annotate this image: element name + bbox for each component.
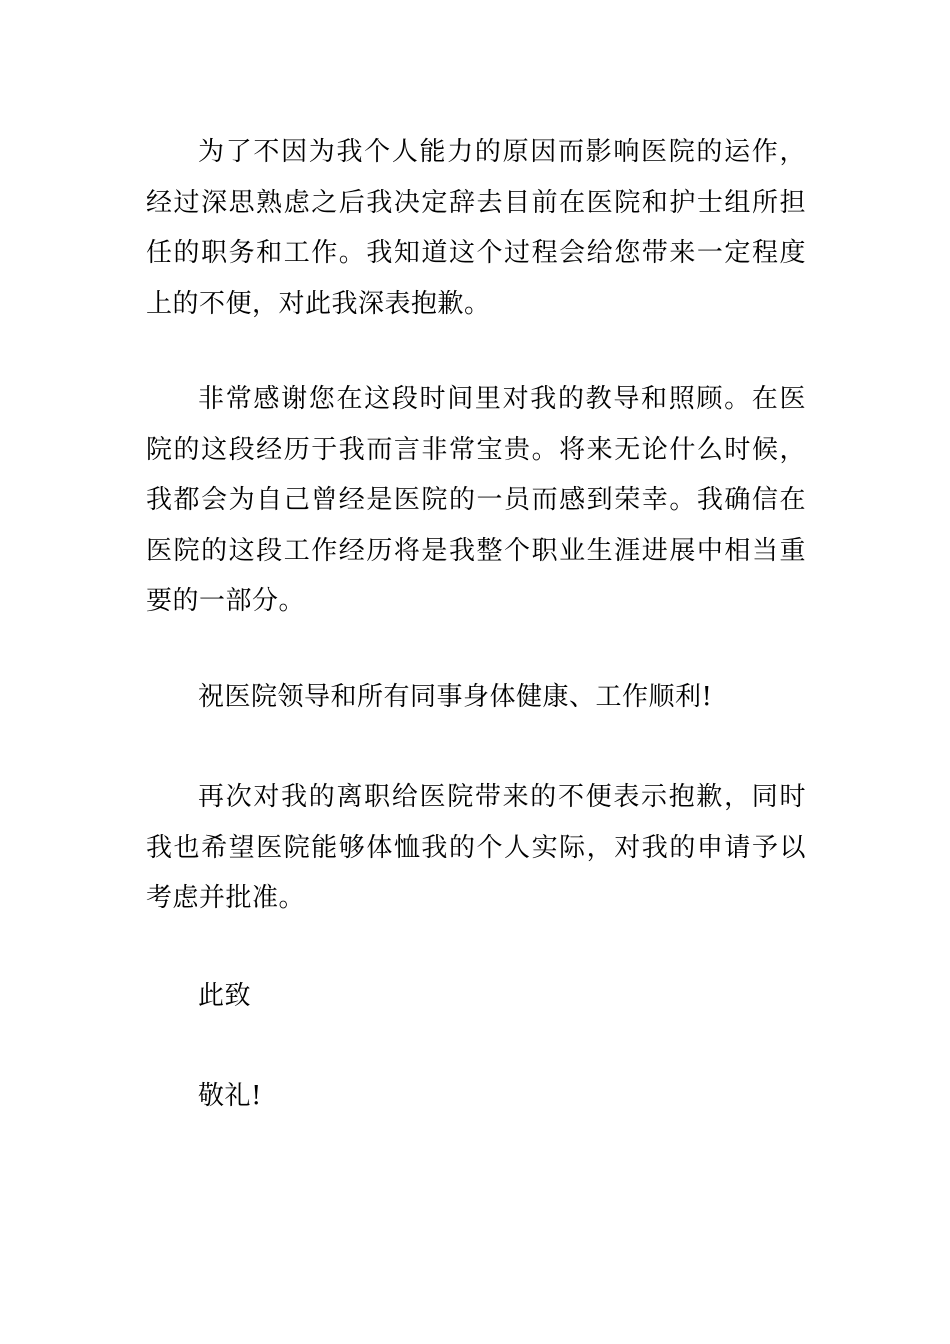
paragraph-wishes: 祝医院领导和所有同事身体健康、工作顺利!: [198, 682, 713, 712]
paragraph-resignation-reason: 为了不因为我个人能力的原因而影响医院的运作，经过深思熟虑之后我决定辞去目前在医院和护士组所担任的职务和工作。我知道这个过程会给您带来一定程度上的不便，对此我深表抱歉。: [146, 137, 806, 319]
paragraph-gratitude: 非常感谢您在这段时间里对我的教导和照顾。在医院的这段经历于我而言非常宝贵。将来无论什么时候，我都会为自己曾经是医院的一员而感到荣幸。我确信在医院的这段工作经历将是我整个职业生涯进展中相当重要的一部分。: [146, 384, 806, 616]
paragraph-apology-request: 再次对我的离职给医院带来的不便表示抱歉，同时我也希望医院能够体恤我的个人实际，对我的申请予以考虑并批准。: [146, 782, 806, 913]
closing-salutation: 此致: [198, 981, 252, 1011]
closing-regards: 敬礼!: [198, 1081, 262, 1111]
